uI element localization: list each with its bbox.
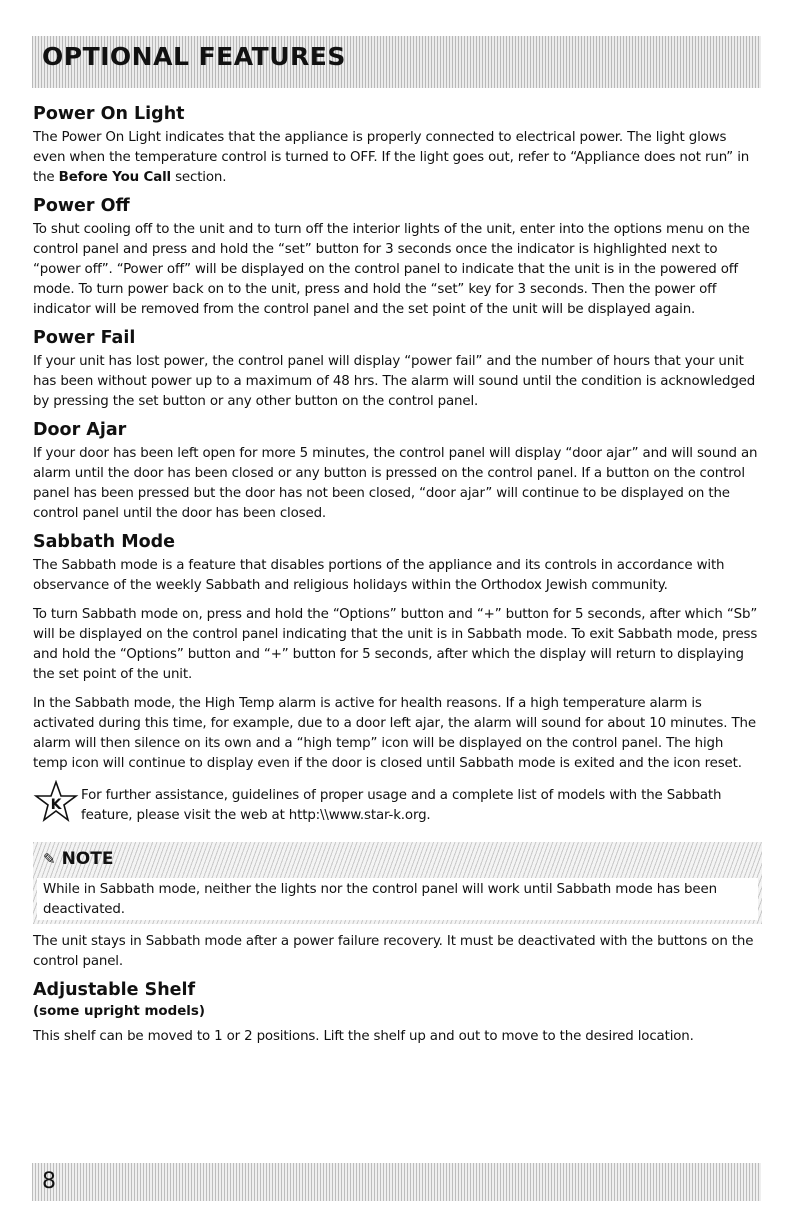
star-k-letter: K	[50, 797, 62, 813]
page-number: 8	[42, 1169, 56, 1194]
sabbath-mode-text-2: To turn Sabbath mode on, press and hold the “Options” button and “+” button for 5 seconds, after which “Sb” will be displayed on the control panel indicating that the unit is in Sabbath mode. To exit Sabbath mode, press and hold the “Options” button and “+” button for 5 seconds, after which the display will return to displaying the set point of the unit.	[33, 607, 758, 682]
power-on-light-heading: Power On Light	[33, 104, 185, 124]
door-ajar-text: If your door has been left open for more 5 minutes, the control panel will display “door ajar” and will sound an alarm until the door has been closed or any button is pressed on the control panel. If a button on the control panel has been pressed but the door has not been closed, “door ajar” will continue to be displayed on the control panel until the door has been closed.	[33, 446, 758, 521]
adjustable-shelf-text: This shelf can be moved to 1 or 2 positions. Lift the shelf up and out to move to the desired location.	[33, 1029, 694, 1044]
page-footer	[32, 1163, 761, 1201]
door-ajar-heading: Door Ajar	[33, 420, 127, 440]
note-box	[33, 842, 762, 924]
main-content	[33, 104, 761, 1047]
note-text: While in Sabbath mode, neither the lights nor the control panel will work until Sabbath mode has been deactivated.	[43, 882, 717, 917]
star-k-notice	[33, 786, 761, 826]
page-title: OPTIONAL FEATURES	[42, 42, 346, 71]
note-heading: NOTE	[61, 849, 114, 869]
section-banner	[32, 36, 761, 88]
power-fail-text: If your unit has lost power, the control panel will display “power fail” and the number of hours that your unit has been without power up to a maximum of 48 hrs. The alarm will sound until the condition is acknowledged by pressing the set button or any other button on the control panel.	[33, 354, 756, 409]
power-off-heading: Power Off	[33, 196, 130, 216]
star-k-logo-icon	[33, 780, 79, 824]
power-on-light-text: The Power On Light indicates that the appliance is properly connected to electrical power. The light glows even when the temperature control is turned to OFF. If the light goes out, refer to “Appliance does not run” in the Before You Call section.	[33, 130, 750, 185]
star-k-text: For further assistance, guidelines of proper usage and a complete list of models with the Sabbath feature, please visit the web at http:\\www.star-k.org.	[81, 788, 722, 823]
sabbath-mode-text-1: The Sabbath mode is a feature that disables portions of the appliance and its controls in accordance with observance of the weekly Sabbath and religious holidays within the Orthodox Jewish community.	[33, 558, 725, 593]
note-pencil-icon: ✎	[43, 850, 56, 868]
sabbath-mode-heading: Sabbath Mode	[33, 532, 176, 552]
adjustable-shelf-subheading: (some upright models)	[33, 1004, 205, 1019]
power-fail-heading: Power Fail	[33, 328, 136, 348]
after-note-text: The unit stays in Sabbath mode after a power failure recovery. It must be deactivated with the buttons on the control panel.	[33, 934, 754, 969]
before-you-call-ref: Before You Call	[58, 170, 171, 185]
sabbath-mode-text-3: In the Sabbath mode, the High Temp alarm is active for health reasons. If a high temperature alarm is activated during this time, for example, due to a door left ajar, the alarm will sound for about 10 minutes. The alarm will then silence on its own and a “high temp” icon will be displayed on the control panel. The high temp icon will continue to display even if the door is closed until Sabbath mode is exited and the icon reset.	[33, 696, 756, 771]
power-off-text: To shut cooling off to the unit and to turn off the interior lights of the unit, enter into the options menu on the control panel and press and hold the “set” button for 3 seconds once the indicator is highlighted next to “power off”. “Power off” will be displayed on the control panel to indicate that the unit is in the powered off mode. To turn power back on to the unit, press and hold the “set” key for 3 seconds. Then the power off indicator will be removed from the control panel and the set point of the unit will be displayed again.	[33, 222, 750, 317]
adjustable-shelf-heading: Adjustable Shelf	[33, 980, 196, 1000]
